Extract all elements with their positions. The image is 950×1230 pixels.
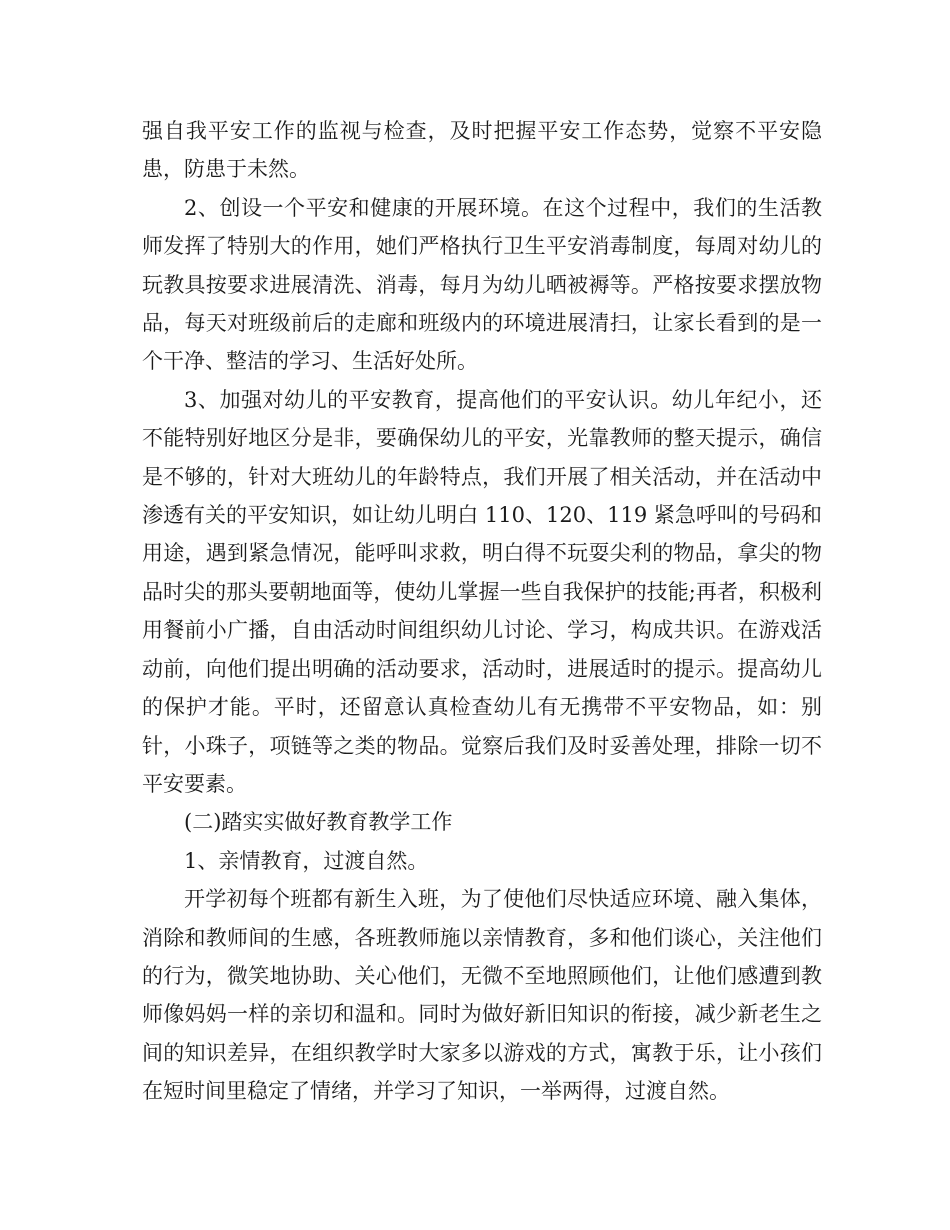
paragraph-4: 开学初每个班都有新生入班，为了使他们尽快适应环境、融入集体，消除和教师间的生感，各班教师施以亲情教育，多和他们谈心，关注他们的行为，微笑地协助、关心他们，无微不至地照顾他们，让他们感遭到教师像妈妈一样的亲切和温和。同时为做好新旧知识的衔接，减少新老生之间的知识差异，在组织教学时大家多以游戏的方式，寓教于乐，让小孩们在短时间里稳定了情绪，并学习了知识，一举两得，过渡自然。 bbox=[142, 887, 822, 1104]
document-body bbox=[142, 112, 822, 1111]
paragraph-1: 强自我平安工作的监视与检查，及时把握平安工作态势，觉察不平安隐患，防患于未然。 bbox=[142, 119, 822, 182]
paragraph-3: 3、加强对幼儿的平安教育，提高他们的平安认识。幼儿年纪小，还不能特别好地区分是非，要确保幼儿的平安，光靠教师的整天提示，确信是不够的，针对大班幼儿的年龄特点，我们开展了相关活动，并在活动中渗透有关的平安知识，如让幼儿明白 110、120、119 紧急呼叫的号码和用途，遇到紧急情况，能呼叫求救，明白得不玩耍尖利的物品，拿尖的物品时尖的那头要朝地面等，使幼儿掌握一些自我保护的技能;再者，积极利用餐前小广播，自由活动时间组织幼儿讨论、学习，构成共识。在游戏活动前，向他们提出明确的活动要求，活动时，进展适时的提示。提高幼儿的保护才能。平时，还留意认真检查幼儿有无携带不平安物品，如：别针，小珠子，项链等之类的物品。觉察后我们及时妥善处理，排除一切不平安要素。 bbox=[142, 387, 822, 796]
paragraph-2: 2、创设一个平安和健康的开展环境。在这个过程中，我们的生活教师发挥了特别大的作用，她们严格执行卫生平安消毒制度，每周对幼儿的玩教具按要求进展清洗、消毒，每月为幼儿晒被褥等。严格按要求摆放物品，每天对班级前后的走廊和班级内的环境进展清扫，让家长看到的是一个干净、整洁的学习、生活好处所。 bbox=[142, 195, 822, 374]
subsection-heading: 1、亲情教育，过渡自然。 bbox=[184, 848, 429, 873]
section-heading: (二)踏实实做好教育教学工作 bbox=[184, 810, 453, 835]
